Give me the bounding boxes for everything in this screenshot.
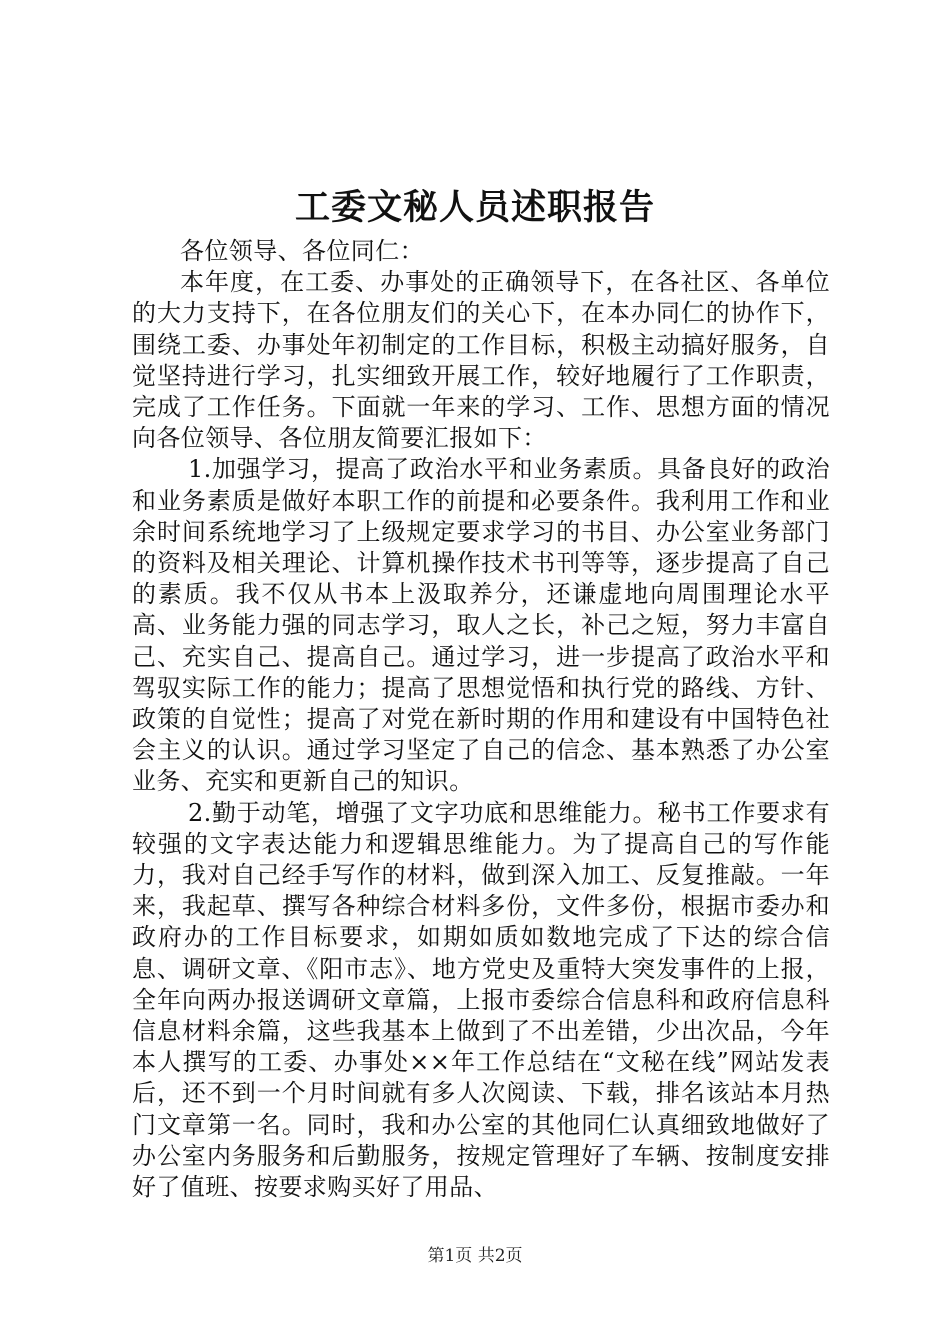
paragraph-item-1: 1.加强学习，提高了政治水平和业务素质。具备良好的政治和业务素质是做好本职工作的前提和必要条件。我利用工作和业余时间系统地学习了上级规定要求学习的书目、办公室业务部门的资料及相关理论、计算机操作技术书刊等等，逐步提高了自己的素质。我不仅从书本上汲取养分，还谦虚地向周围理论水平高、业务能力强的同志学习，取人之长，补己之短，努力丰富自己、充实自己、提高自己。通过学习，进一步提高了政治水平和驾驭实际工作的能力；提高了思想觉悟和执行党的路线、方针、政策的自觉性；提高了对党在新时期的作用和建设有中国特色社会主义的认识。通过学习坚定了自己的信念、基本熟悉了办公室业务、充实和更新自己的知识。 [132, 455, 830, 796]
salutation: 各位领导、各位同仁： [180, 237, 424, 265]
document-title: 工委文秘人员述职报告 [294, 187, 655, 228]
paragraph-item-2: 2.勤于动笔，增强了文字功底和思维能力。秘书工作要求有较强的文字表达能力和逻辑思维能力。为了提高自己的写作能力，我对自己经手写作的材料，做到深入加工、反复推敲。一年来，我起草、撰写各种综合材料多份，文件多份，根据市委办和政府办的工作目标要求，如期如质如数地完成了下达的综合信息、调研文章、《阳市志》、地方党史及重特大突发事件的上报，全年向两办报送调研文章篇，上报市委综合信息科和政府信息科信息材料余篇，这些我基本上做到了不出差错，少出次品，今年本人撰写的工委、办事处××年工作总结在“文秘在线”网站发表后，还不到一个月时间就有多人次阅读、下载，排名该站本月热门文章第一名。同时，我和办公室的其他同仁认真细致地做好了办公室内务服务和后勤服务，按规定管理好了车辆、按制度安排好了值班、按要求购买好了用品、 [132, 798, 830, 1202]
page-number: 第1页 共2页 [427, 1246, 523, 1266]
paragraph-intro: 本年度，在工委、办事处的正确领导下，在各社区、各单位的大力支持下，在各位朋友们的关心下，在本办同仁的协作下，围绕工委、办事处年初制定的工作目标，积极主动搞好服务，自觉坚持进行学习，扎实细致开展工作，较好地履行了工作职责，完成了工作任务。下面就一年来的学习、工作、思想方面的情况向各位领导、各位朋友简要汇报如下： [132, 268, 830, 453]
document-body [132, 236, 830, 1203]
